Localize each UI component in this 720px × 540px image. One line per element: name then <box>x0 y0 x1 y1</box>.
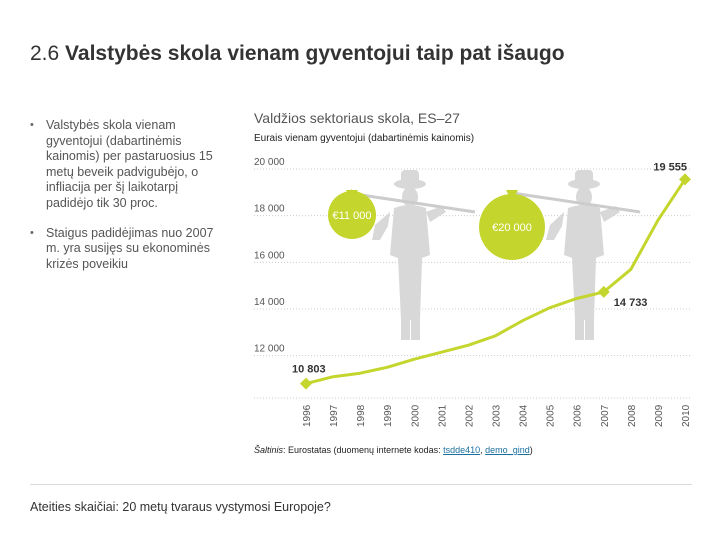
coin-label-large: €20 000 <box>492 222 532 234</box>
source-end: ) <box>529 445 533 455</box>
footer-text: Ateities skaičiai: 20 metų tvaraus vystymosi Europoje? <box>30 500 331 514</box>
x-tick-label: 1996 <box>302 404 313 427</box>
x-tick-label: 2003 <box>491 404 503 427</box>
farmer-figure-right <box>546 170 620 340</box>
data-marker <box>300 378 312 390</box>
x-tick-label: 2001 <box>437 404 449 427</box>
x-tick-label: 1998 <box>356 404 368 427</box>
data-label: 19 555 <box>653 161 687 174</box>
source-sep: , <box>480 445 486 455</box>
y-tick-label: 18 000 <box>254 203 285 215</box>
x-tick-label: 2007 <box>599 404 611 427</box>
y-tick-label: 14 000 <box>254 297 285 308</box>
source-link-tsdde410[interactable]: tsdde410 <box>443 445 481 455</box>
y-tick-label: 16 000 <box>254 250 285 262</box>
coin-label-small: €11 000 <box>332 210 372 222</box>
farmer-figure-left <box>372 170 446 340</box>
slide-title-number: 2.6 <box>30 42 60 65</box>
x-tick-label: 2006 <box>572 404 584 427</box>
chart-title: Valdžios sektoriaus skola, ES–27 <box>254 110 460 126</box>
money-bag-large <box>479 190 545 260</box>
data-label: 14 733 <box>613 296 648 309</box>
x-tick-label: 2010 <box>681 404 692 427</box>
x-tick-label: 2009 <box>653 404 665 427</box>
x-tick-label: 2002 <box>464 404 476 427</box>
farmer-illustrations <box>328 170 640 340</box>
source-link-demo-gind[interactable]: demo_gind <box>485 445 530 455</box>
data-label: 10 803 <box>292 363 326 376</box>
source-text: : Eurostatas (duomenų internete kodas: <box>283 445 444 455</box>
x-tick-label: 1997 <box>329 404 341 427</box>
x-tick-label: 2000 <box>410 404 422 427</box>
x-tick-label: 2005 <box>545 404 557 427</box>
bullet-item: • Valstybės skola vienam gyventojui (dabartinėmis kainomis) per pastaruosius 15 metų beveik padvigubėjo, o infliacija per šį laikotarpį padidėjo tik 30 proc. <box>30 118 215 212</box>
y-tick-label: 20 000 <box>254 157 285 168</box>
bullet-item: • Staigus padidėjimas nuo 2007 m. yra susijęs su ekonominės krizės poveikiu <box>30 226 215 273</box>
x-tick-label: 2008 <box>626 404 638 427</box>
y-tick-label: 12 000 <box>254 343 285 355</box>
x-tick-label: 1999 <box>383 404 395 427</box>
source-label: Šaltinis <box>254 445 284 455</box>
chart-source <box>254 445 533 455</box>
footer-divider <box>30 484 692 485</box>
slide-title-text: Valstybės skola vienam gyventojui taip pat išaugo <box>65 42 565 65</box>
x-tick-label: 2004 <box>518 404 530 427</box>
chart-subtitle: Eurais vienam gyventojui (dabartinėmis kainomis) <box>254 133 475 144</box>
